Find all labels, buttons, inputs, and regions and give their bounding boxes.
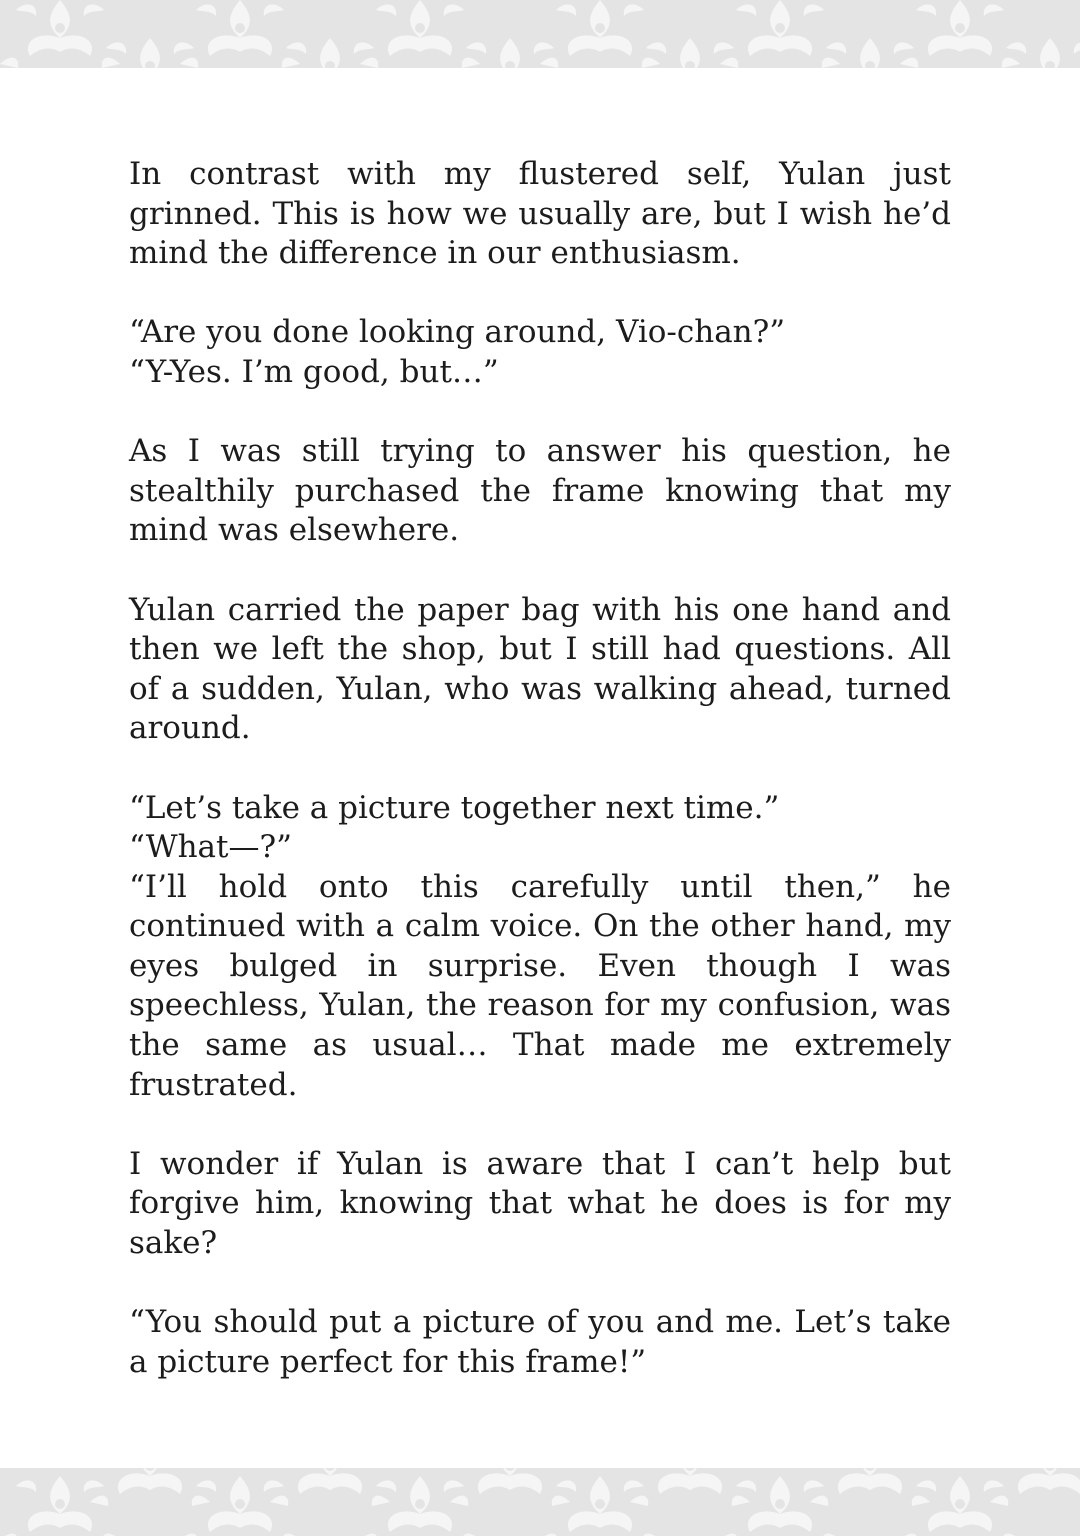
paragraph-gap <box>129 749 951 789</box>
dialogue-line: “Y-Yes. I’m good, but…” <box>129 353 499 390</box>
paragraph-gap <box>129 1264 951 1304</box>
paragraph-left-shop: Yulan carried the paper bag with his one hand and then we left the shop, but I still had questions. All of a sudden, Yulan, who was walking ahead, turned around. <box>129 591 951 747</box>
dialogue-block-looking-around <box>129 313 951 392</box>
paragraph-forgive: I wonder if Yulan is aware that I can’t help but forgive him, knowing that what he does is for my sake? <box>129 1145 951 1262</box>
dialogue-line: “Are you done looking around, Vio-chan?” <box>129 314 786 351</box>
damask-pattern-bottom <box>0 1468 1080 1536</box>
paragraph-gap <box>129 1105 951 1145</box>
paragraph-gap <box>129 393 951 433</box>
bottom-decorative-border <box>0 1468 1080 1536</box>
paragraph-picture-frame: “You should put a picture of you and me. Let’s take a picture perfect for this frame!” <box>129 1304 951 1380</box>
top-decorative-border <box>0 0 1080 68</box>
page-text-body <box>129 155 951 1382</box>
dialogue-block-picture <box>129 789 951 1106</box>
paragraph-flustered: In contrast with my flustered self, Yulan just grinned. This is how we usually are, but I wish he’d mind the difference in our enthusiasm. <box>129 156 951 272</box>
dialogue-line: “What—?” <box>129 829 292 866</box>
damask-pattern-top <box>0 0 1080 68</box>
paragraph-hold-onto: “I’ll hold onto this carefully until then,” he continued with a calm voice. On the other hand, my eyes bulged in surprise. Even though I was speechless, Yulan, the reason for my confusion, was the same as usual… That made me extremely frustrated. <box>129 868 951 1103</box>
dialogue-line: “Let’s take a picture together next time.” <box>129 789 780 826</box>
paragraph-purchase: As I was still trying to answer his question, he stealthily purchased the frame knowing that my mind was elsewhere. <box>129 433 951 549</box>
paragraph-gap <box>129 274 951 314</box>
paragraph-gap <box>129 551 951 591</box>
